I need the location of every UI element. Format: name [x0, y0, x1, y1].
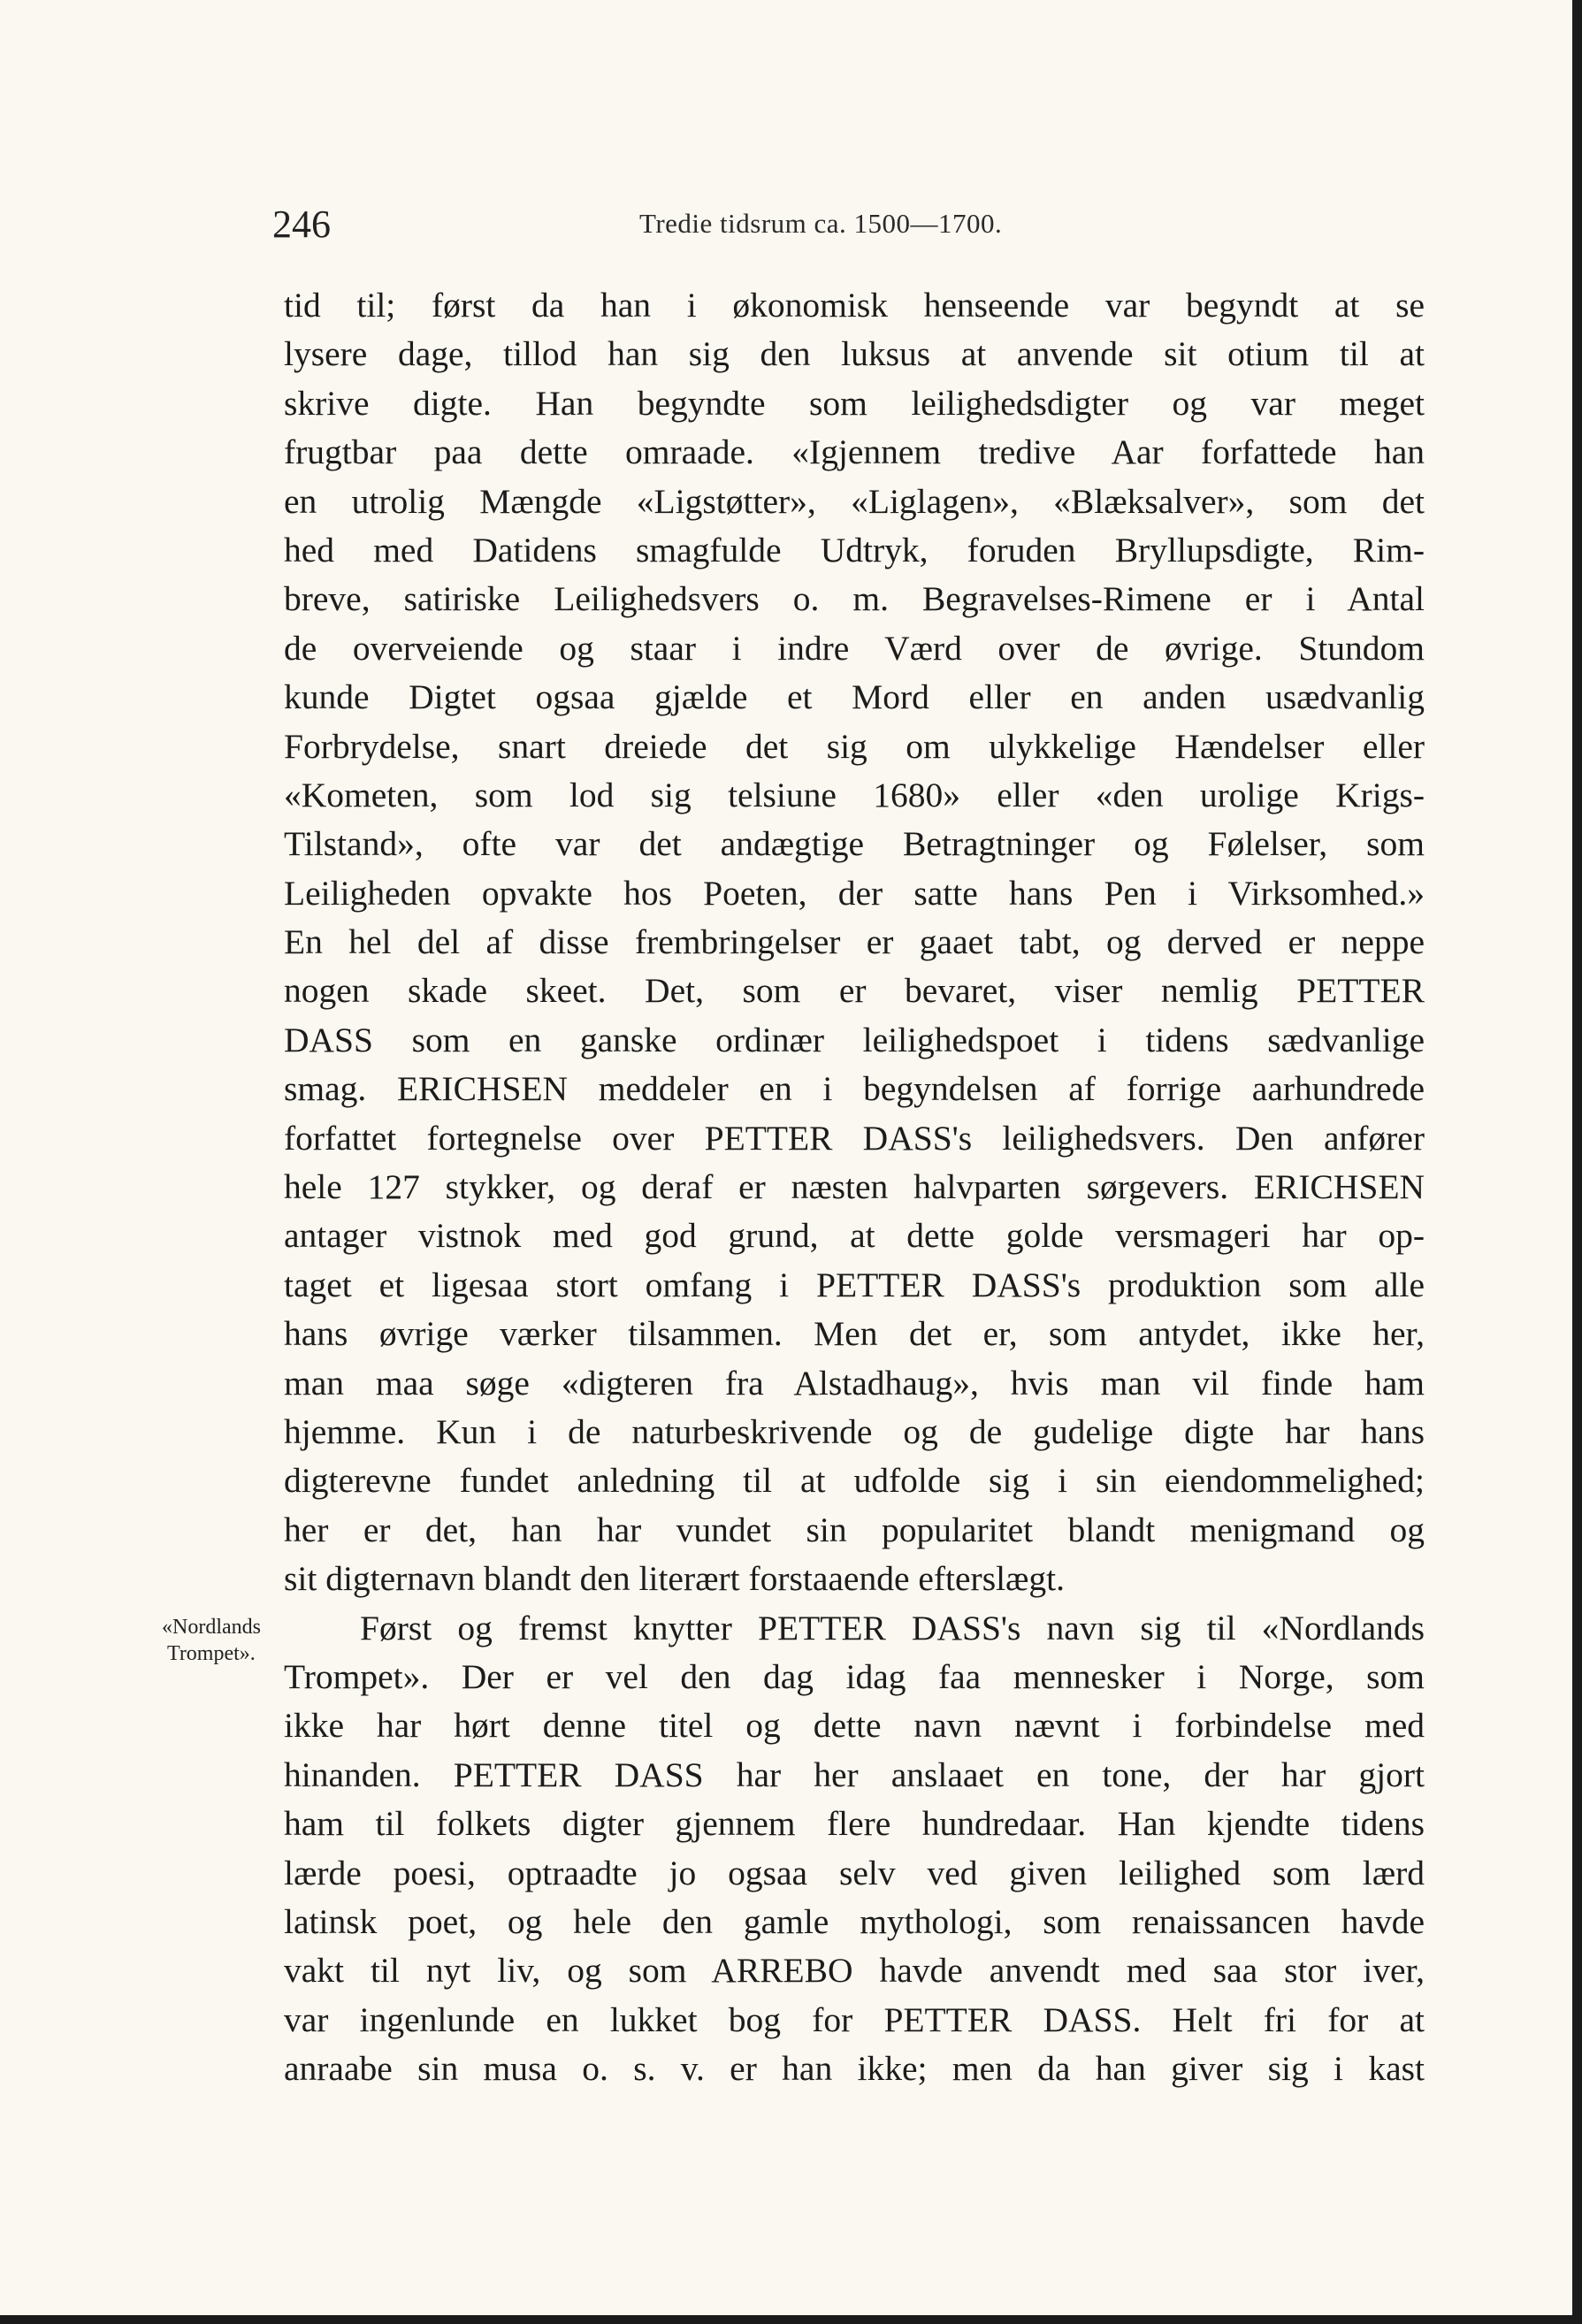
text-line: tid til; først da han i økonomisk henseende var begyndt at se [284, 286, 1425, 325]
text-line: smag. ERICHSEN meddeler en i begyndelsen af forrige aarhundrede [284, 1069, 1425, 1109]
text-line: Først og fremst knytter PETTER DASS's navn sig til «Nordlands [360, 1608, 1425, 1647]
page-header [272, 202, 1422, 255]
text-line: anraabe sin musa o. s. v. er han ikke; men da han giver sig i kast [284, 2049, 1425, 2089]
text-line: lysere dage, tillod han sig den luksus at anvende sit otium til at [284, 334, 1425, 374]
margin-note-line: Trompet». [167, 1642, 256, 1665]
text-line: vakt til nyt liv, og som ARREBO havde anvendt med saa stor iver, [284, 1951, 1425, 1991]
text-line: hans øvrige værker tilsammen. Men det er, som antydet, ikke her, [284, 1314, 1425, 1354]
text-line: En hel del af disse frembringelser er gaaet tabt, og derved er neppe [284, 922, 1425, 962]
text-line: antager vistnok med god grund, at dette golde versmageri har op- [284, 1216, 1425, 1256]
text-line: DASS som en ganske ordinær leilighedspoet i tidens sædvanlige [284, 1020, 1425, 1059]
text-line: sit digternavn blandt den literært forstaaende efterslægt. [284, 1559, 1066, 1599]
text-line: Tilstand», ofte var det andægtige Betragtninger og Følelser, som [284, 824, 1425, 864]
text-line: hed med Datidens smagfulde Udtryk, foruden Bryllupsdigte, Rim- [284, 530, 1425, 570]
text-line: her er det, han har vundet sin popularitet blandt menigmand og [284, 1510, 1425, 1549]
text-line: hinanden. PETTER DASS har her anslaaet en tone, der har gjort [284, 1754, 1425, 1794]
text-line: latinsk poet, og hele den gamle mythologi, som renaissancen havde [284, 1901, 1425, 1941]
text-line: forfattet fortegnelse over PETTER DASS's leilighedsvers. Den anfører [284, 1118, 1425, 1158]
text-line: ikke har hørt denne titel og dette navn nævnt i forbindelse med [284, 1706, 1425, 1746]
text-line: Trompet». Der er vel den dag idag faa mennesker i Norge, som [284, 1656, 1425, 1696]
text-line: ham til folkets digter gjennem flere hundredaar. Han kjendte tidens [284, 1804, 1425, 1844]
text-line: frugtbar paa dette omraade. «Igjennem tredive Aar forfattede han [284, 432, 1425, 472]
text-line: skrive digte. Han begyndte som leilighedsdigter og var meget [284, 383, 1425, 423]
text-line: var ingenlunde en lukket bog for PETTER DASS. Helt fri for at [284, 1999, 1425, 2039]
text-line: kunde Digtet ogsaa gjælde et Mord eller en anden usædvanlig [284, 677, 1425, 717]
text-line: digterevne fundet anledning til at udfolde sig i sin eiendommelighed; [284, 1461, 1425, 1501]
text-line: «Kometen, som lod sig telsiune 1680» eller «den urolige Krigs- [284, 775, 1425, 814]
text-line: hele 127 stykker, og deraf er næsten halvparten sørgevers. ERICHSEN [284, 1167, 1425, 1207]
text-line: lærde poesi, optraadte jo ogsaa selv ved given leilighed som lærd [284, 1853, 1425, 1892]
running-title: Tredie tidsrum ca. 1500—1700. [639, 208, 1003, 239]
text-line: breve, satiriske Leilighedsvers o. m. Begravelses-Rimene er i Antal [284, 579, 1425, 619]
body-text [284, 281, 1425, 2093]
margin-note-line: «Nordlands [162, 1616, 261, 1639]
text-line: Leiligheden opvakte hos Poeten, der satte hans Pen i Virksomhed.» [284, 873, 1425, 913]
text-line: nogen skade skeet. Det, som er bevaret, viser nemlig PETTER [284, 971, 1425, 1011]
text-line: en utrolig Mængde «Ligstøtter», «Liglagen», «Blæksalver», som det [284, 481, 1425, 521]
text-line: hjemme. Kun i de naturbeskrivende og de gudelige digte har hans [284, 1411, 1425, 1451]
margin-note [162, 1614, 261, 1667]
text-line: de overveiende og staar i indre Værd over de øvrige. Stundom [284, 628, 1425, 668]
page-number: 246 [272, 203, 331, 246]
text-line: taget et ligesaa stort omfang i PETTER DASS's produktion som alle [284, 1265, 1425, 1304]
text-line: man maa søge «digteren fra Alstadhaug», hvis man vil finde ham [284, 1363, 1425, 1403]
text-line: Forbrydelse, snart dreiede det sig om ulykkelige Hændelser eller [284, 726, 1425, 766]
